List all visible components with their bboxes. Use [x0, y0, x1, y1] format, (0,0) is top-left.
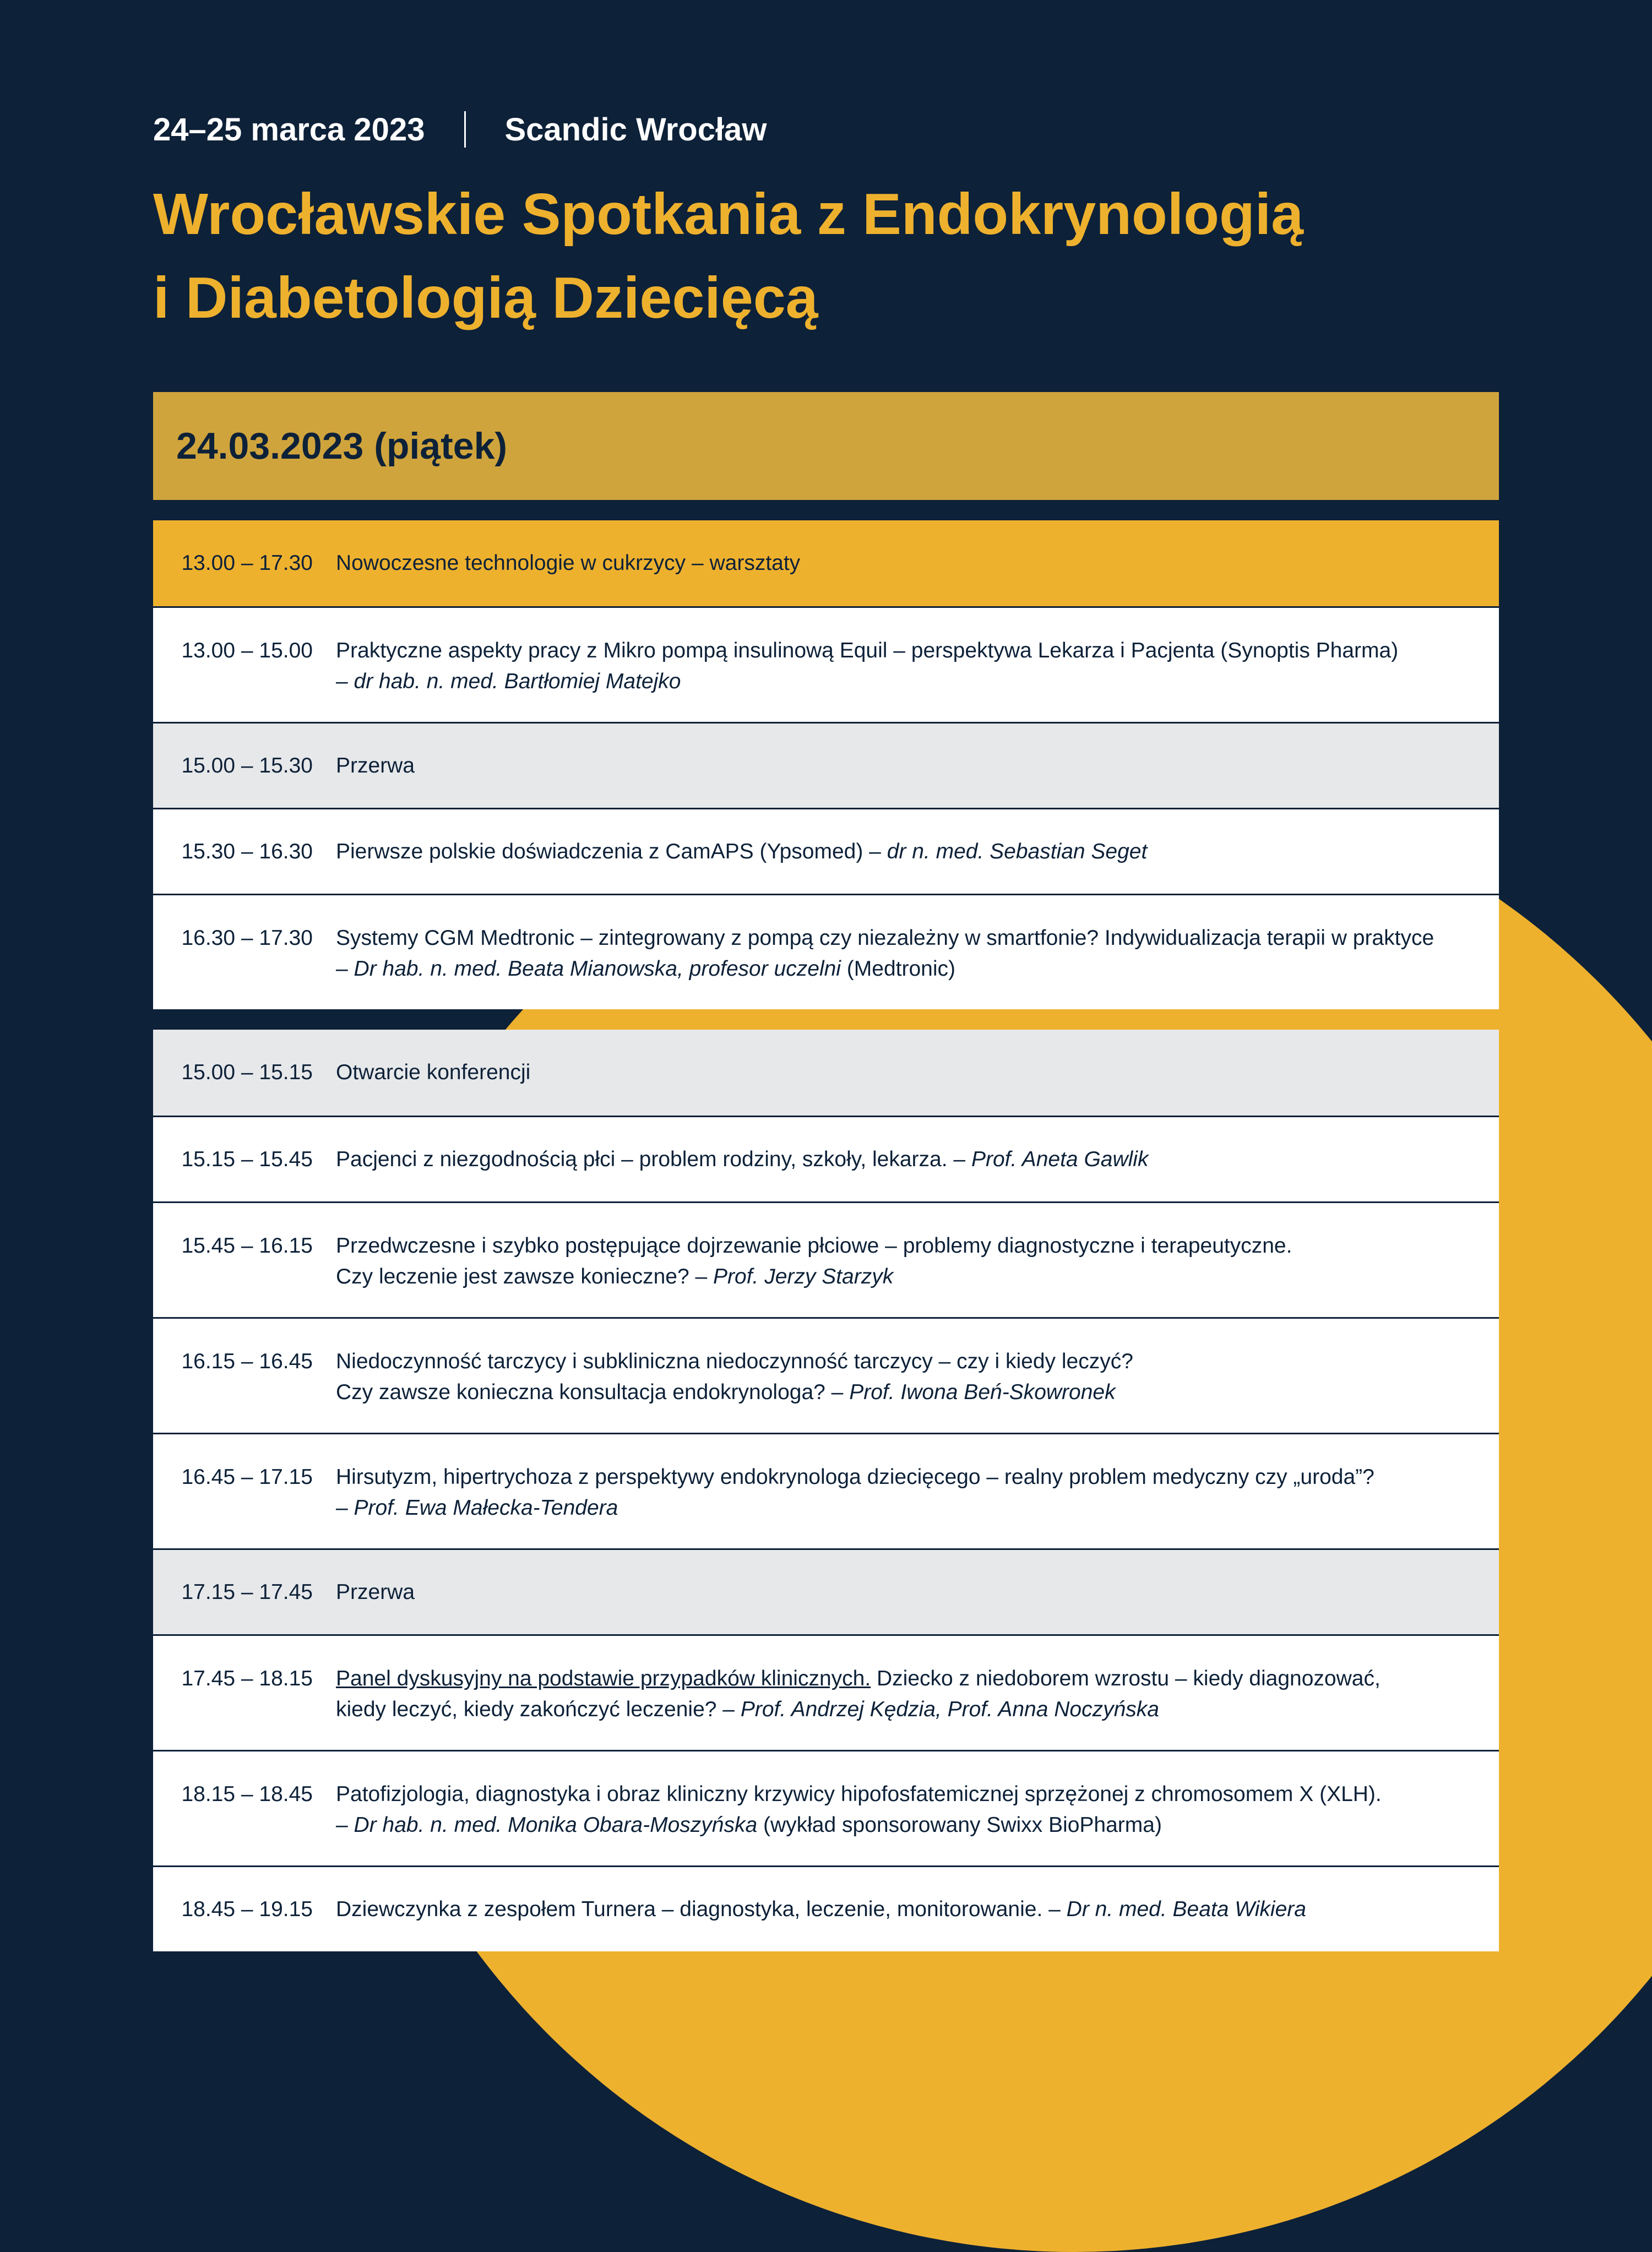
session-time: 18.15 – 18.45: [181, 1782, 313, 1806]
description-line: [336, 923, 1434, 954]
speaker-name: Dr n. med. Beata Wikiera: [1066, 1897, 1306, 1921]
event-venue: Scandic Wrocław: [504, 111, 767, 148]
session-text: Otwarcie konferencji: [336, 1060, 531, 1084]
session-time: 13.00 – 17.30: [181, 551, 313, 575]
title-line-1: Wrocławskie Spotkania z Endokrynologią: [153, 182, 1304, 247]
schedule-row: [153, 808, 1499, 894]
session-time: 18.45 – 19.15: [181, 1897, 313, 1921]
description-line: [336, 1261, 1292, 1292]
session-time: 15.30 – 16.30: [181, 839, 313, 863]
session-text: (Medtronic): [840, 957, 956, 981]
description-line: [336, 1231, 1292, 1261]
session-text: kiedy leczyć, kiedy zakończyć leczenie? –: [336, 1698, 741, 1721]
description-line: [336, 1144, 1148, 1175]
schedule-row: [153, 1634, 1499, 1750]
schedule-block-main: [153, 1030, 1499, 1951]
session-description: [336, 836, 1147, 867]
schedule-row: [153, 1750, 1499, 1865]
speaker-name: – dr hab. n. med. Bartłomiej Matejko: [336, 670, 681, 693]
description-line: [336, 1057, 530, 1088]
session-description: [336, 635, 1398, 697]
session-time: 15.45 – 16.15: [181, 1234, 313, 1258]
event-dates: 24–25 marca 2023: [153, 111, 425, 148]
session-text: Hirsutyzm, hipertrychoza z perspektywy endokrynologa dziecięcego – realny problem medyczny czy „uroda”?: [336, 1465, 1374, 1489]
session-text: Przerwa: [336, 1580, 415, 1604]
session-time: 17.15 – 17.45: [181, 1580, 313, 1604]
description-line: [336, 1462, 1374, 1493]
session-text: Przedwczesne i szybko postępujące dojrzewanie płciowe – problemy diagnostyczne i terapeutyczne.: [336, 1234, 1292, 1258]
session-text: Czy leczenie jest zawsze konieczne? –: [336, 1265, 713, 1288]
session-description: [336, 548, 800, 579]
speaker-name: Prof. Aneta Gawlik: [971, 1147, 1149, 1171]
session-text: Czy zawsze konieczna konsultacja endokrynologa? –: [336, 1380, 850, 1404]
speaker-name: Prof. Andrzej Kędzia, Prof. Anna Noczyńska: [740, 1698, 1159, 1721]
description-line: [336, 1493, 1374, 1524]
session-time: 17.45 – 18.15: [181, 1667, 313, 1690]
description-line: [336, 635, 1398, 666]
session-text: Praktyczne aspekty pracy z Mikro pompą insulinową Equil – perspektywa Lekarza i Pacjenta (Synoptis Pharma): [336, 639, 1399, 662]
schedule-row: [153, 1548, 1499, 1634]
speaker-name: – Dr hab. n. med. Monika Obara-Moszyńska: [336, 1813, 758, 1837]
speaker-name: Prof. Iwona Beń-Skowronek: [849, 1380, 1116, 1404]
title-line-2: i Diabetologią Dziecięcą: [153, 265, 818, 330]
session-text: Panel dyskusyjny na podstawie przypadków klinicznych.: [336, 1667, 871, 1690]
description-line: [336, 1779, 1382, 1810]
description-line: [336, 548, 800, 579]
schedule-row: [153, 1201, 1499, 1317]
session-description: [336, 923, 1434, 984]
session-description: [336, 1231, 1292, 1292]
schedule-row: [153, 894, 1499, 1009]
event-meta: [153, 107, 1508, 151]
session-description: [336, 750, 415, 781]
schedule-row: [153, 1317, 1499, 1433]
description-line: [336, 954, 1434, 984]
speaker-name: Prof. Jerzy Starzyk: [713, 1265, 894, 1288]
session-time: 13.00 – 15.00: [181, 639, 313, 662]
session-time: 16.45 – 17.15: [181, 1465, 313, 1489]
session-time: 16.30 – 17.30: [181, 926, 313, 950]
session-description: [336, 1057, 530, 1088]
session-text: Pierwsze polskie doświadczenia z CamAPS (Ypsomed) –: [336, 839, 887, 863]
session-text: Dziecko z niedoborem wzrostu – kiedy diagnozować,: [871, 1667, 1381, 1690]
speaker-name: – Prof. Ewa Małecka-Tendera: [336, 1496, 618, 1520]
description-line: [336, 750, 415, 781]
schedule-row: [153, 1030, 1499, 1116]
description-line: [336, 1377, 1133, 1408]
page-title: [153, 172, 1508, 340]
description-line: [336, 1694, 1381, 1725]
session-description: [336, 1346, 1133, 1408]
day-header-label: 24.03.2023 (piątek): [176, 425, 508, 467]
page-header: [153, 107, 1508, 340]
description-line: [336, 1346, 1133, 1377]
description-line: [336, 1894, 1306, 1925]
schedule-row: [153, 1865, 1499, 1951]
speaker-name: dr n. med. Sebastian Seget: [887, 839, 1148, 863]
session-text: Nowoczesne technologie w cukrzycy – warsztaty: [336, 551, 801, 575]
schedule-row: [153, 722, 1499, 808]
session-description: [336, 1894, 1306, 1925]
session-text: (wykład sponsorowany Swixx BioPharma): [757, 1813, 1162, 1837]
schedule-row: [153, 520, 1499, 606]
schedule-row: [153, 1116, 1499, 1201]
session-time: 15.00 – 15.15: [181, 1060, 313, 1084]
day-header: [153, 392, 1499, 500]
session-time: 16.15 – 16.45: [181, 1350, 313, 1373]
session-text: Systemy CGM Medtronic – zintegrowany z pompą czy niezależny w smartfonie? Indywidualizacja terapii w praktyce: [336, 926, 1434, 950]
description-line: [336, 1577, 415, 1608]
session-description: [336, 1779, 1382, 1841]
session-text: Dziewczynka z zespołem Turnera – diagnostyka, leczenie, monitorowanie. –: [336, 1897, 1067, 1921]
meta-separator: [464, 111, 466, 148]
description-line: [336, 666, 1398, 697]
description-line: [336, 1663, 1381, 1694]
session-text: Przerwa: [336, 753, 415, 777]
session-description: [336, 1663, 1381, 1725]
session-description: [336, 1577, 415, 1608]
schedule-row: [153, 1433, 1499, 1548]
description-line: [336, 1810, 1382, 1841]
session-text: Niedoczynność tarczycy i subkliniczna niedoczynność tarczycy – czy i kiedy leczyć?: [336, 1350, 1133, 1373]
schedule-block-workshops: [153, 520, 1499, 1009]
description-line: [336, 836, 1147, 867]
schedule-row: [153, 606, 1499, 722]
session-time: 15.15 – 15.45: [181, 1147, 313, 1171]
session-description: [336, 1144, 1148, 1175]
session-description: [336, 1462, 1374, 1524]
session-text: Patofizjologia, diagnostyka i obraz kliniczny krzywicy hipofosfatemicznej sprzężonej z chromosomem X (XLH).: [336, 1782, 1382, 1806]
session-time: 15.00 – 15.30: [181, 753, 313, 777]
session-text: Pacjenci z niezgodnością płci – problem rodziny, szkoły, lekarza. –: [336, 1147, 971, 1171]
speaker-name: – Dr hab. n. med. Beata Mianowska, profesor uczelni: [336, 957, 841, 981]
